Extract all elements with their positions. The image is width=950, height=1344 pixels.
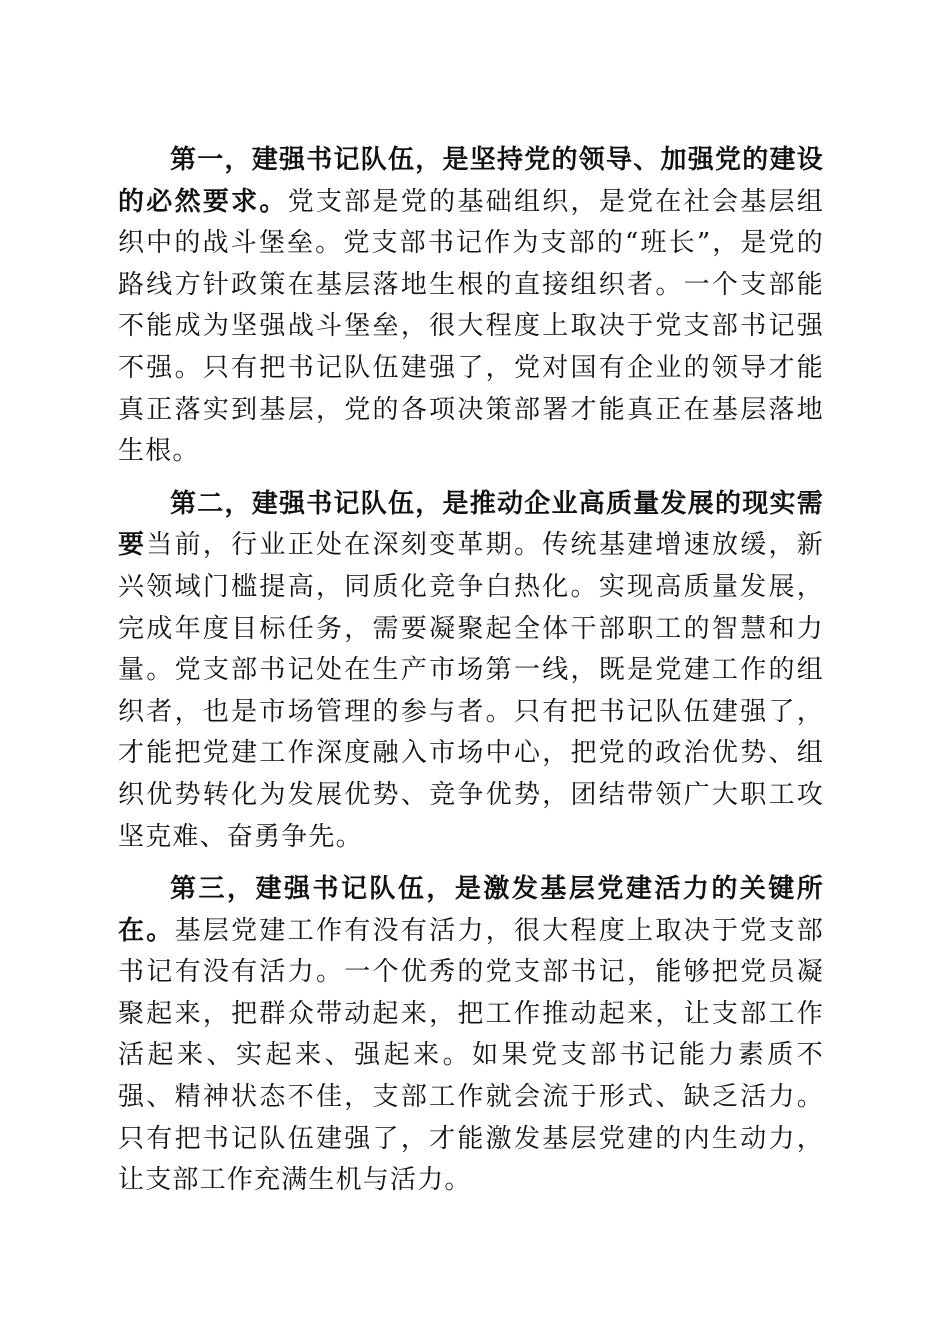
paragraph-body-first: 党支部是党的基础组织，是党在社会基层组织中的战斗堡垒。党支部书记作为支部的“班长”，是党的路线方针政策在基层落地生根的直接组织者。一个支部能不能成为坚强战斗堡垒，很大程度上取决于党支部书记强不强。只有把书记队伍建强了，党对国有企业的领导才能真正落实到基层，党的各项决策部署才能真正在基层落地生根。 (118, 186, 824, 467)
document-page (118, 140, 824, 1213)
paragraph-body-third: 基层党建工作有没有活力，很大程度上取决于党支部书记有没有活力。一个优秀的党支部书记，能够把党员凝聚起来，把群众带动起来，把工作推动起来，让支部工作活起来、实起来、强起来。如果党支部书记能力素质不强、精神状态不佳，支部工作就会流于形式、缺乏活力。只有把书记队伍建强了，才能激发基层党建的内生动力，让支部工作充满生机与活力。 (118, 915, 824, 1196)
paragraph-third (118, 869, 824, 1202)
paragraph-lead-second: 第二，建强书记队伍，是推动企业高质量发展的现实需要 (118, 488, 824, 561)
paragraph-lead-third: 第三，建强书记队伍，是激发基层党建活力的关键所在。 (118, 874, 824, 946)
paragraph-second (118, 484, 824, 858)
paragraph-body-second: 当前，行业正处在深刻变革期。传统基建增速放缓，新兴领域门槛提高，同质化竞争白热化。实现高质量发展，完成年度目标任务，需要凝聚起全体干部职工的智慧和力量。党支部书记处在生产市场第一线，既是党建工作的组织者，也是市场管理的参与者。只有把书记队伍建强了，才能把党建工作深度融入市场中心，把党的政治优势、组织优势转化为发展优势、竞争优势，团结带领广大职工攻坚克难、奋勇争先。 (118, 530, 824, 852)
paragraph-first (118, 140, 824, 473)
paragraph-lead-first: 第一，建强书记队伍，是坚持党的领导、加强党的建设的必然要求。 (118, 145, 824, 217)
